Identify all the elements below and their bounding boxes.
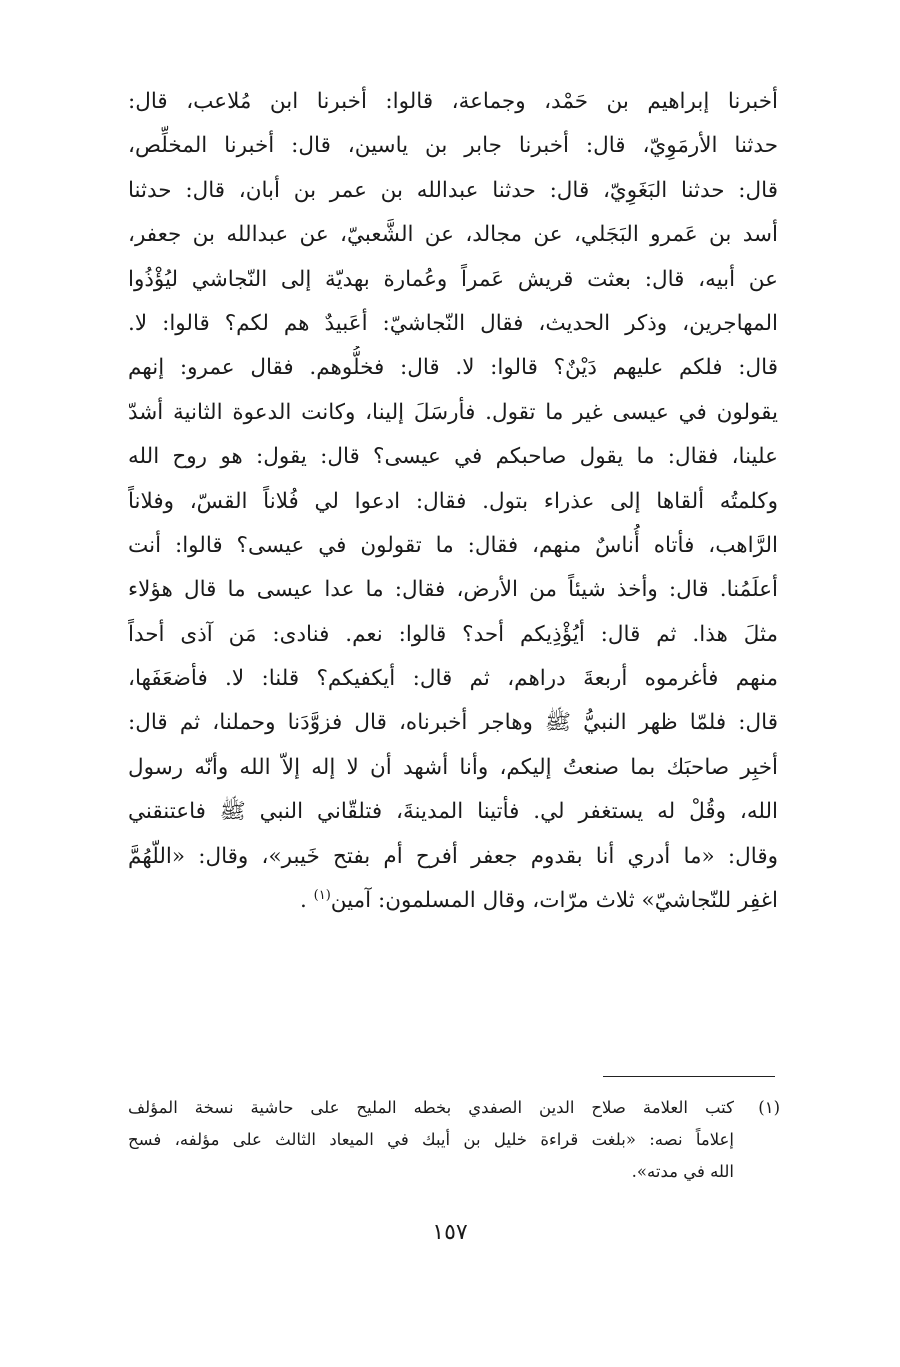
footnote-marker: (١)	[758, 1098, 780, 1117]
text-line-5: عن أبيه، قال: بعثت قريش عَمراً وعُمارة بهديّة إلى النّجاشي ليُؤْذُوا	[128, 266, 778, 292]
text-line-11: الرَّاهب، فأتاه أُناسٌ منهم، فقال: ما تقولون في عيسى؟ قالوا: أنت	[128, 532, 778, 558]
text-line-8: يقولون في عيسى غير ما تقول. فأرسَلَ إلينا، وكانت الدعوة الثانية أشدّ	[128, 399, 778, 425]
footnote-line-1: كتب العلامة صلاح الدين الصفدي بخطه المليح على حاشية نسخة المؤلف	[128, 1098, 734, 1117]
footnote-block	[128, 1092, 780, 1188]
text-line-13: مثلَ هذا. ثم قال: أيُؤْذِيكم أحد؟ قالوا: نعم. فنادى: مَن آذى أحداً	[128, 621, 778, 647]
footnote-body	[128, 1092, 734, 1188]
text-line-14: منهم فأغرموه أربعةَ دراهم، ثم قال: أيكفيكم؟ قلنا: لا. فأضعَفَها،	[128, 666, 778, 692]
text-line-19-content: اغفِر للنّجاشيّ» ثلاث مرّات، وقال المسلمون: آمين	[330, 888, 778, 914]
text-line-19	[128, 879, 778, 923]
text-line-12: أعلَمُنا. قال: وأخذ شيئاً من الأرض، فقال: ما عدا عيسى ما قال هؤلاء	[128, 577, 778, 603]
final-full-stop: .	[299, 888, 307, 914]
footnote-line-2: إعلاماً نصه: «بلغت قراءة خليل بن أيبك في الميعاد الثالث على مؤلفه، فسح	[128, 1130, 734, 1149]
main-text-block	[128, 80, 778, 923]
text-line-6: المهاجرين، وذكر الحديث، فقال النّجاشيّ: أعَبيدٌ هم لكم؟ قالوا: لا.	[128, 310, 778, 336]
page-number: ١٥٧	[432, 1220, 468, 1245]
text-line-7: قال: فلكم عليهم دَيْنٌ؟ قالوا: لا. قال: فخلُّوهم. فقال عمرو: إنهم	[128, 355, 778, 381]
text-line-3: قال: حدثنا البَغَوِيّ، قال: حدثنا عبدالله بن عمر بن أبان، قال: حدثنا	[128, 177, 778, 203]
text-line-10: وكلمتُه ألقاها إلى عذراء بتول. فقال: ادعوا لي فُلاناً القسّ، وفلاناً	[128, 488, 778, 514]
footnote-separator-rule	[603, 1076, 775, 1077]
footnote-reference[interactable]: (١)	[313, 887, 331, 903]
text-line-1: أخبرنا إبراهيم بن حَمْد، وجماعة، قالوا: أخبرنا ابن مُلاعب، قال:	[128, 89, 778, 114]
text-line-4: أسد بن عَمرو البَجَلي، عن مجالد، عن الشَّعبيّ، عن عبدالله بن جعفر،	[128, 222, 778, 248]
footnote-line-3: الله في مدته».	[631, 1162, 734, 1181]
text-line-15: قال: فلمّا ظهر النبيُّ ﷺ وهاجر أخبرناه، قال فزوَّدَنا وحملنا، ثم قال:	[128, 710, 778, 736]
text-line-17: الله، وقُلْ له يستغفر لي. فأتينا المدينةَ، فتلقّاني النبي ﷺ فاعتنقني	[128, 799, 778, 825]
text-line-16: أخبِر صاحبَك بما صنعتُ إليكم، وأنا أشهد أن لا إله إلاّ الله وأنّه رسول	[128, 754, 778, 780]
text-line-18: وقال: «ما أدري أنا بقدوم جعفر أفرح أم بفتح خَيبر»، وقال: «اللّهُمَّ	[128, 843, 778, 869]
text-line-2: حدثنا الأرمَوِيّ، قال: أخبرنا جابر بن ياسين، قال: أخبرنا المخلِّص،	[128, 133, 778, 159]
text-line-9: علينا، فقال: ما يقول صاحبكم في عيسى؟ قال: يقول: هو روح الله	[128, 444, 778, 470]
